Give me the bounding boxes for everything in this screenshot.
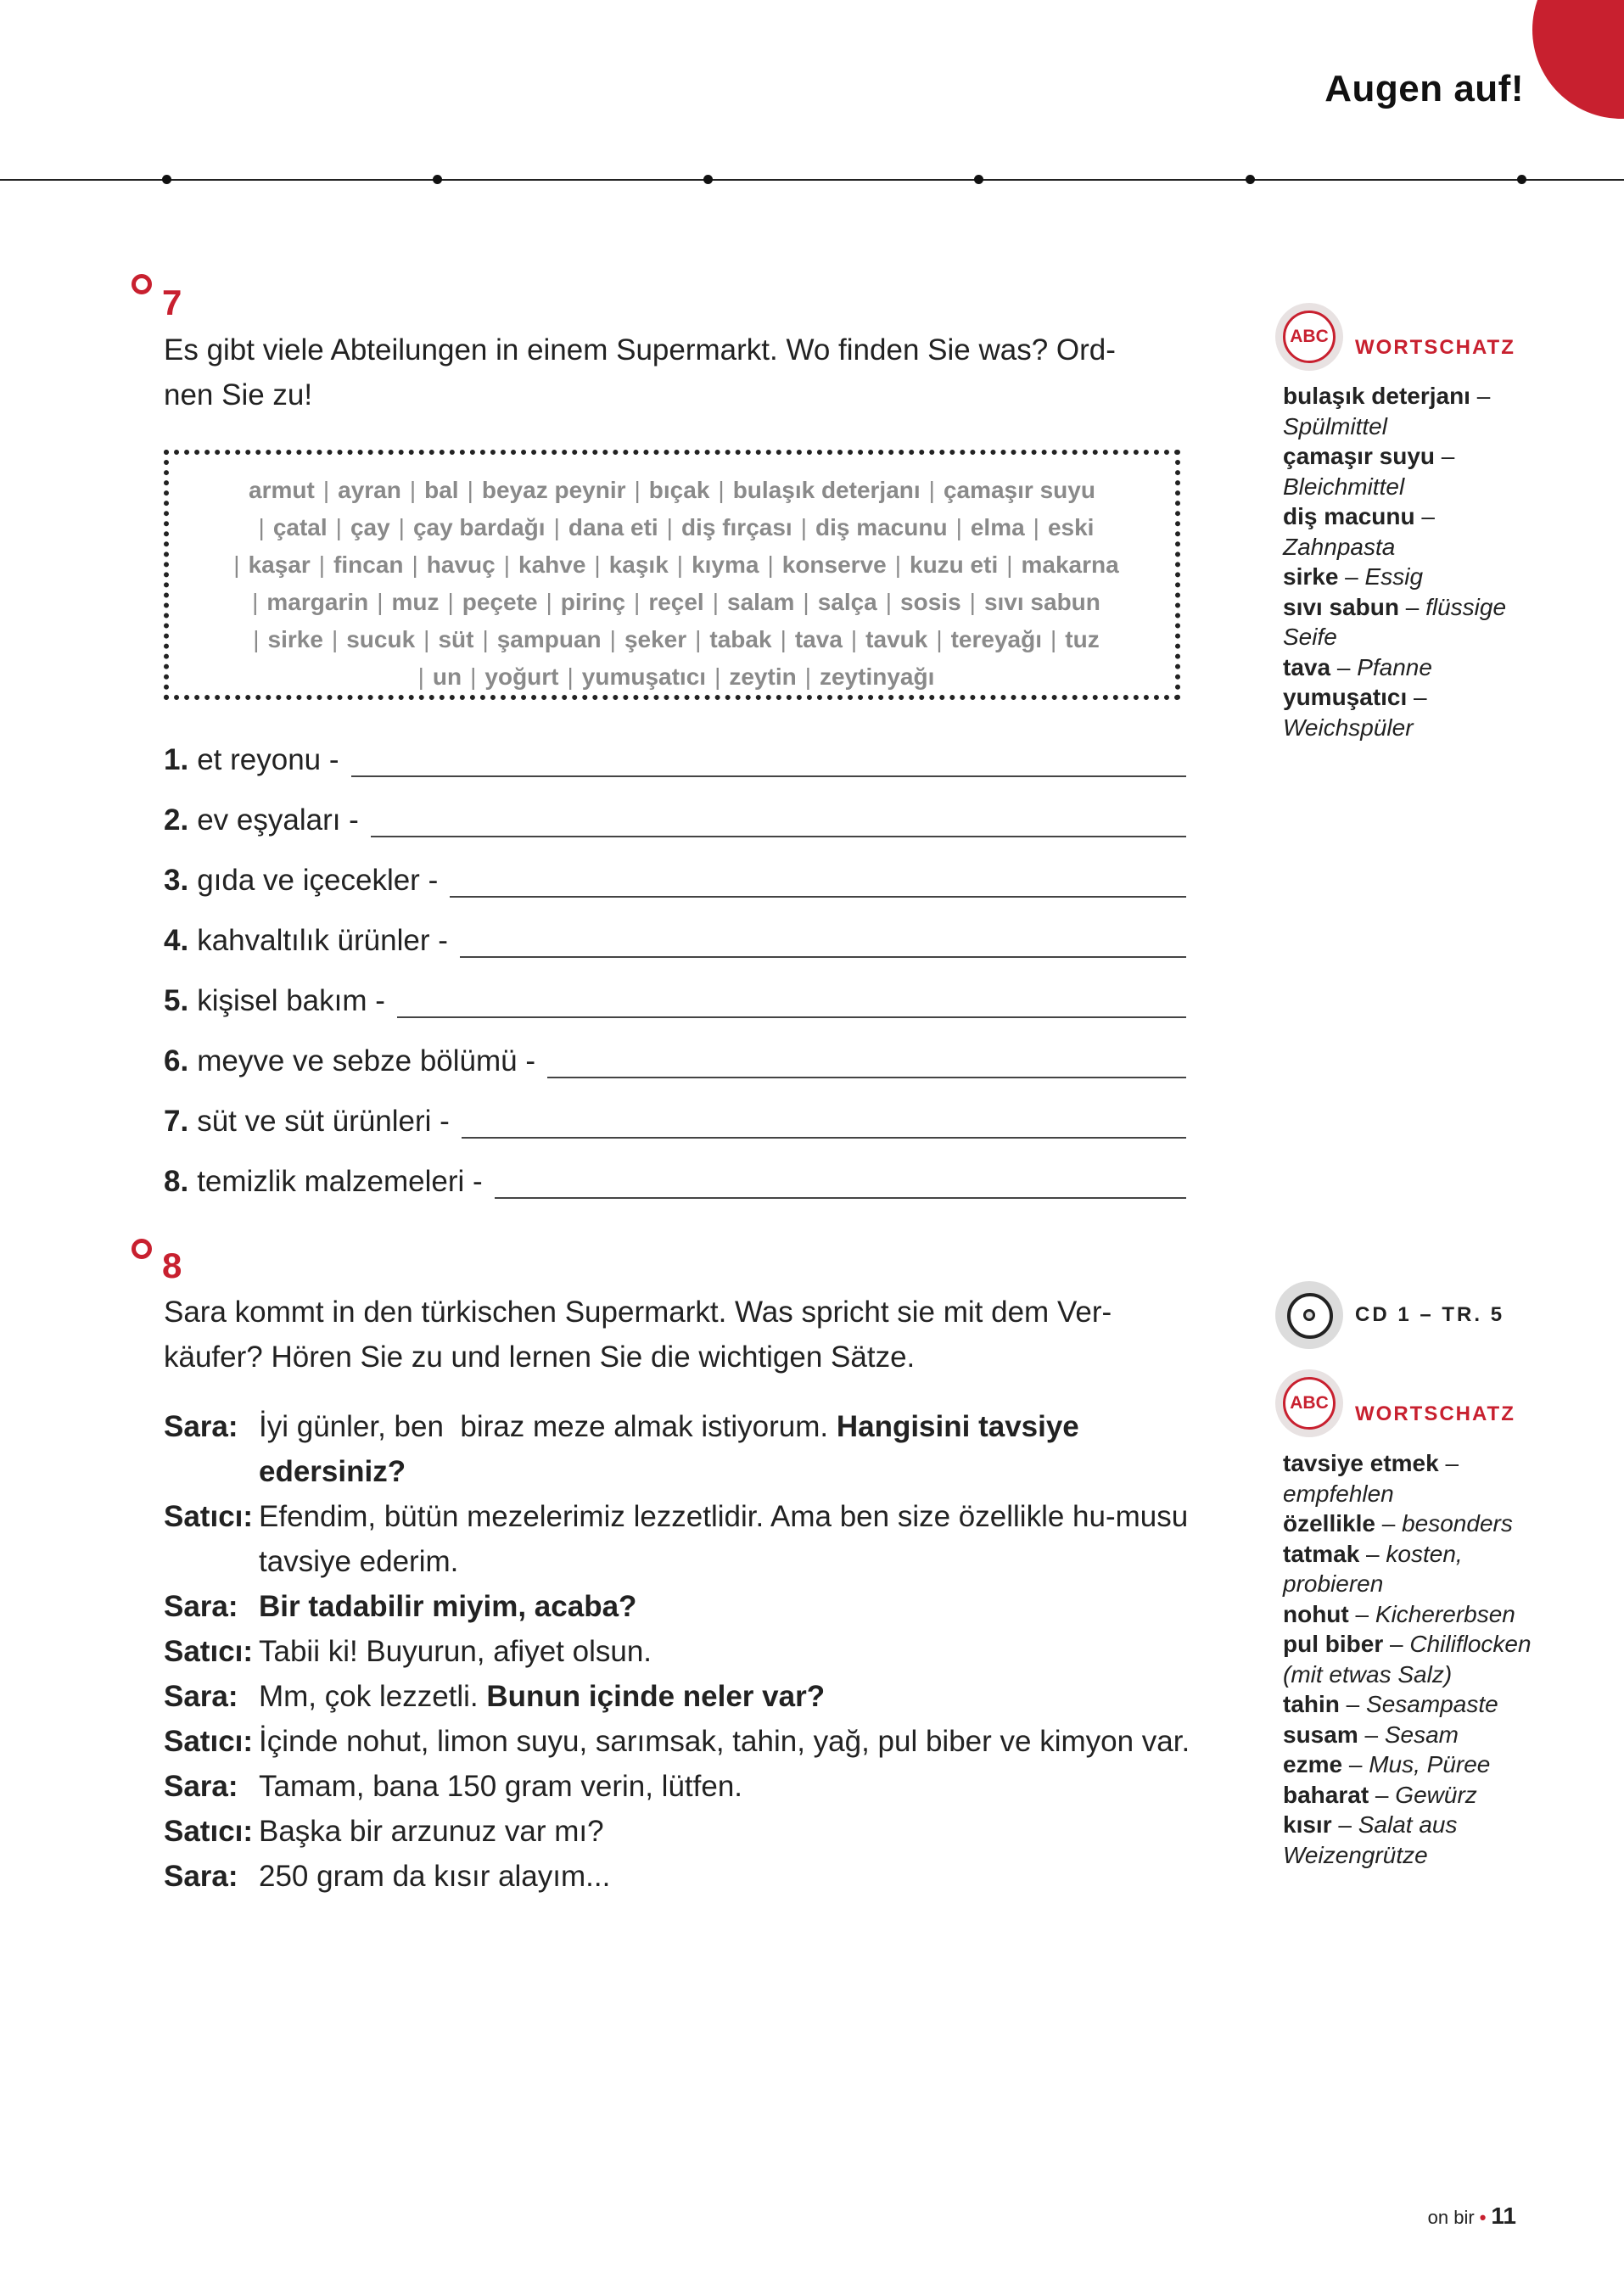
vocab-definition: Sesampaste <box>1366 1691 1498 1717</box>
answer-number: 7. <box>164 1105 189 1138</box>
vocab-line <box>1283 622 1563 652</box>
dialog-text: Başka bir arzunuz var mı? <box>259 1815 604 1848</box>
vocab-header-2: ABC WORTSCHATZ <box>1275 1369 1515 1437</box>
word-item: salam <box>727 589 795 615</box>
answer-row <box>164 795 1186 837</box>
exercise-7-instruction: Es gibt viele Abteilungen in einem Supermarkt. Wo finden Sie was? Ord- nen Sie zu! <box>164 333 1116 411</box>
word-item: ayran <box>338 477 401 503</box>
answer-input-line[interactable] <box>397 986 1186 1018</box>
vocab-definition: Salat aus <box>1358 1811 1458 1838</box>
word-item: beyaz peynir <box>481 477 626 503</box>
vocab-definition: empfehlen <box>1283 1480 1394 1507</box>
dialog-line <box>164 1809 1195 1854</box>
dialog-text: 250 gram da kısır alayım... <box>259 1860 611 1893</box>
vocab-line: tavsiye etmek – <box>1283 1450 1459 1476</box>
word-item: pirinç <box>560 589 626 615</box>
word-box <box>164 450 1180 700</box>
word-item: bal <box>424 477 459 503</box>
vocab-line <box>1283 713 1563 743</box>
answer-row <box>164 1156 1186 1199</box>
answer-input-line[interactable] <box>460 926 1186 958</box>
page-title: Augen auf! <box>1324 68 1524 109</box>
vocab-term: baharat <box>1283 1781 1369 1808</box>
vocab-line: susam – Sesam <box>1283 1721 1459 1748</box>
answer-number: 6. <box>164 1044 189 1078</box>
word-item: çatal <box>272 514 328 540</box>
vocab-definition: Essig <box>1364 563 1424 590</box>
vocab-definition: Kichererbsen <box>1375 1600 1515 1627</box>
key-phrase: Bir tadabilir miyim, acaba? <box>259 1590 637 1623</box>
vocab-line <box>1283 1479 1563 1509</box>
word-item: tuz <box>1065 626 1100 652</box>
vocab-line: baharat – Gewürz <box>1283 1781 1477 1808</box>
dialog-line <box>164 1854 1195 1899</box>
dialog-text <box>259 1584 1195 1629</box>
word-item: çay <box>350 514 390 540</box>
word-item: bıçak <box>648 477 710 503</box>
rule-dot <box>1517 175 1526 184</box>
vocab-line: sıvı sabun – flüssige <box>1283 593 1507 620</box>
vocab-line: tahin – Sesampaste <box>1283 1691 1498 1717</box>
word-item: kaşık <box>608 551 669 578</box>
answer-number: 4. <box>164 924 189 957</box>
vocab-definition: Weichspüler <box>1283 714 1414 741</box>
word-item: sirke <box>267 626 323 652</box>
cd-icon <box>1275 1281 1343 1349</box>
word-item: zeytin <box>729 663 797 690</box>
word-item: sucuk <box>346 626 416 652</box>
vocab-list-2 <box>1283 1448 1563 1870</box>
header-rule <box>0 179 1624 181</box>
word-line: | margarin | muz | peçete | pirinç | reçel | salam | salça | sosis | sıvı sabun <box>252 589 1100 615</box>
answer-label: gıda ve içecekler - <box>197 864 439 897</box>
word-line: | sirke | sucuk | süt | şampuan | şeker | tabak | tava | tavuk | tereyağı | tuz <box>253 626 1100 652</box>
word-item: çamaşır suyu <box>943 477 1095 503</box>
word-item: çay bardağı <box>412 514 546 540</box>
word-item: margarin <box>266 589 369 615</box>
vocab-definition: Pfanne <box>1357 653 1432 680</box>
vocab-list-1 <box>1283 381 1563 742</box>
word-item: diş macunu <box>815 514 948 540</box>
vocab-term: bulaşık deterjanı <box>1283 383 1470 409</box>
vocab-definition: Seife <box>1283 624 1337 650</box>
vocab-definition: Mus, Püree <box>1369 1751 1491 1777</box>
rule-dot <box>703 175 713 184</box>
word-item: süt <box>438 626 474 652</box>
dialog-speaker: Sara: <box>164 1770 238 1803</box>
vocab-term: kısır <box>1283 1811 1332 1838</box>
vocab-line <box>1283 411 1563 442</box>
vocab-definition: besonders <box>1402 1510 1513 1537</box>
dialog-speaker: Satıcı: <box>164 1635 254 1668</box>
word-item: havuç <box>426 551 496 578</box>
key-phrase: Hangisini tavsiye edersiniz? <box>259 1410 1079 1488</box>
dialog-text: Tabii ki! Buyurun, afiyet olsun. <box>259 1635 652 1668</box>
rule-dot <box>974 175 983 184</box>
answer-row <box>164 1036 1186 1078</box>
word-item: kahve <box>518 551 586 578</box>
vocab-term: özellikle <box>1283 1510 1375 1537</box>
vocab-line: ezme – Mus, Püree <box>1283 1751 1491 1777</box>
vocab-line <box>1283 1840 1563 1871</box>
word-item: yoğurt <box>484 663 559 690</box>
dialog-speaker: Sara: <box>164 1410 238 1443</box>
word-item: zeytinyağı <box>819 663 935 690</box>
word-item: konserve <box>781 551 887 578</box>
dialog-line <box>164 1629 1195 1674</box>
vocab-line <box>1283 1660 1563 1690</box>
page-footer: on bir • 11 <box>1427 2203 1516 2229</box>
rule-dot <box>433 175 442 184</box>
vocab-line: sirke – Essig <box>1283 563 1424 590</box>
word-item: makarna <box>1021 551 1119 578</box>
dialog-speaker: Sara: <box>164 1590 238 1623</box>
word-item: tava <box>794 626 843 652</box>
answer-label: temizlik malzemeleri - <box>197 1165 483 1198</box>
word-item: sosis <box>900 589 961 615</box>
corner-decoration <box>1532 0 1624 119</box>
word-item: peçete <box>462 589 538 615</box>
word-item: eski <box>1047 514 1095 540</box>
word-item: diş fırçası <box>680 514 792 540</box>
page-number: 11 <box>1491 2203 1516 2229</box>
vocab-term: tahin <box>1283 1691 1340 1717</box>
vocab-line: pul biber – Chiliflocken <box>1283 1631 1532 1657</box>
rule-dot <box>162 175 171 184</box>
vocab-term: sirke <box>1283 563 1339 590</box>
vocab-definition: (mit etwas Salz) <box>1283 1660 1453 1688</box>
answer-label: kahvaltılık ürünler - <box>197 924 448 957</box>
word-item: un <box>432 663 462 690</box>
vocab-definition: Weizengrütze <box>1283 1841 1428 1868</box>
word-item: reçel <box>648 589 704 615</box>
word-item: elma <box>970 514 1025 540</box>
vocab-definition: Bleichmittel <box>1283 473 1405 500</box>
dialog-text: Efendim, bütün mezelerimiz lezzetlidir. Ama ben size özellikle hu-musu tavsiye ederim. <box>259 1500 1196 1578</box>
dialog-speaker: Sara: <box>164 1860 238 1893</box>
exercise-8-instruction: Sara kommt in den türkischen Supermarkt. Was spricht sie mit dem Ver- käufer? Hören Sie zu und lernen Sie die wichtigen Sätze. <box>164 1296 1112 1374</box>
word-item: kuzu eti <box>910 551 999 578</box>
word-item: kaşar <box>248 551 311 578</box>
answer-input-line[interactable] <box>351 745 1186 777</box>
answer-label: meyve ve sebze bölümü - <box>197 1044 535 1078</box>
vocab-line: nohut – Kichererbsen <box>1283 1600 1515 1627</box>
vocab-line <box>1283 1569 1563 1599</box>
word-item: tereyağı <box>950 626 1043 652</box>
vocab-definition: Zahnpasta <box>1283 533 1396 560</box>
vocab-line: yumuşatıcı – <box>1283 684 1427 710</box>
vocab-line: özellikle – besonders <box>1283 1510 1513 1537</box>
vocab-line: kısır – Salat aus <box>1283 1811 1458 1838</box>
dialog-line <box>164 1674 1195 1719</box>
vocab-line: tava – Pfanne <box>1283 653 1432 680</box>
answer-row <box>164 915 1186 958</box>
answer-input-line[interactable] <box>450 865 1186 898</box>
word-item: şampuan <box>496 626 602 652</box>
exercise-bullet-icon <box>132 274 152 294</box>
word-item: tavuk <box>865 626 928 652</box>
vocab-term: tava <box>1283 653 1331 680</box>
vocab-line <box>1283 472 1563 502</box>
word-line: | un | yoğurt | yumuşatıcı | zeytin | zeytinyağı <box>417 663 935 690</box>
vocab-term: tavsiye etmek <box>1283 1450 1439 1476</box>
word-item: muz <box>391 589 440 615</box>
vocab-definition: kosten, <box>1386 1540 1463 1567</box>
vocab-term: nohut <box>1283 1600 1349 1627</box>
audio-track: CD 1 – TR. 5 <box>1275 1281 1504 1349</box>
answer-label: süt ve süt ürünleri - <box>197 1105 450 1138</box>
exercise-bullet-icon <box>132 1239 152 1259</box>
dialog-text: Mm, çok lezzetli. Bunun içinde neler var? <box>259 1680 826 1713</box>
answer-input-line[interactable] <box>495 1167 1186 1199</box>
vocab-line: bulaşık deterjanı – <box>1283 383 1491 409</box>
word-line: | çatal | çay | çay bardağı | dana eti | diş fırçası | diş macunu | elma | eski <box>258 514 1095 540</box>
answer-number: 5. <box>164 984 189 1017</box>
vocab-line: tatmak – kosten, <box>1283 1540 1463 1567</box>
answer-row <box>164 855 1186 898</box>
answer-label: kişisel bakım - <box>197 984 385 1017</box>
vocab-line <box>1283 532 1563 563</box>
answer-input-line[interactable] <box>371 805 1186 837</box>
vocab-definition: Spülmittel <box>1283 412 1387 439</box>
dialog-text: Tamam, bana 150 gram verin, lütfen. <box>259 1770 743 1803</box>
key-phrase: Bunun içinde neler var? <box>486 1680 826 1713</box>
dialog-line <box>164 1584 1195 1629</box>
vocab-term: diş macunu <box>1283 503 1415 529</box>
dialog-text: İçinde nohut, limon suyu, sarımsak, tahin, yağ, pul biber ve kimyon var. <box>259 1725 1190 1758</box>
word-item: tabak <box>709 626 772 652</box>
dialog-speaker: Satıcı: <box>164 1815 254 1848</box>
rule-dot <box>1246 175 1255 184</box>
answer-number: 1. <box>164 743 189 776</box>
exercise-8-number: 8 <box>162 1245 182 1285</box>
vocab-line: çamaşır suyu – <box>1283 443 1455 469</box>
word-line: | kaşar | fincan | havuç | kahve | kaşık | kıyma | konserve | kuzu eti | makarna <box>233 551 1119 578</box>
vocab-term: ezme <box>1283 1751 1343 1777</box>
vocab-term: tatmak <box>1283 1540 1360 1567</box>
vocab-definition: probieren <box>1283 1570 1384 1597</box>
dialog-line <box>164 1494 1195 1584</box>
vocab-line: diş macunu – <box>1283 503 1435 529</box>
answer-row <box>164 735 1186 777</box>
dialog-line <box>164 1764 1195 1809</box>
vocab-definition: Chiliflocken <box>1409 1631 1532 1657</box>
answer-label: et reyonu - <box>197 743 339 776</box>
answer-number: 8. <box>164 1165 189 1198</box>
word-item: sıvı sabun <box>983 589 1100 615</box>
abc-icon: ABC <box>1275 303 1343 371</box>
vocab-definition: Sesam <box>1384 1721 1459 1748</box>
vocab-definition: Gewürz <box>1395 1781 1477 1808</box>
vocab-term: çamaşır suyu <box>1283 443 1435 469</box>
word-item: salça <box>817 589 877 615</box>
answer-input-line[interactable] <box>547 1046 1186 1078</box>
vocab-term: yumuşatıcı <box>1283 684 1408 710</box>
word-item: yumuşatıcı <box>581 663 707 690</box>
answer-number: 3. <box>164 864 189 897</box>
word-item: bulaşık deterjanı <box>732 477 921 503</box>
answer-row <box>164 1096 1186 1139</box>
vocab-term: pul biber <box>1283 1631 1384 1657</box>
dialog-speaker: Sara: <box>164 1680 238 1713</box>
dialog-speaker: Satıcı: <box>164 1500 254 1533</box>
answer-label: ev eşyaları - <box>197 803 359 837</box>
dialog-line <box>164 1404 1195 1494</box>
word-item: armut <box>249 477 315 503</box>
word-item: dana eti <box>568 514 658 540</box>
word-item: fincan <box>333 551 404 578</box>
word-line: armut | ayran | bal | beyaz peynir | bıçak | bulaşık deterjanı | çamaşır suyu <box>249 477 1095 503</box>
dialog-line <box>164 1719 1195 1764</box>
page-number-word: on bir <box>1427 2207 1475 2228</box>
dialog-text: İyi günler, ben biraz meze almak istiyorum. Hangisini tavsiye edersiniz? <box>259 1410 1079 1488</box>
dialog <box>164 1404 1195 1899</box>
vocab-term: sıvı sabun <box>1283 593 1399 620</box>
abc-icon: ABC <box>1275 1369 1343 1437</box>
word-item: şeker <box>624 626 687 652</box>
answer-number: 2. <box>164 803 189 837</box>
answer-row <box>164 976 1186 1018</box>
dialog-speaker: Satıcı: <box>164 1725 254 1758</box>
exercise-7-number: 7 <box>162 283 182 322</box>
answer-input-line[interactable] <box>462 1106 1186 1139</box>
vocab-header-1: ABC WORTSCHATZ <box>1275 303 1515 371</box>
vocab-definition: flüssige <box>1425 593 1507 620</box>
vocab-term: susam <box>1283 1721 1358 1748</box>
word-item: kıyma <box>692 551 759 578</box>
